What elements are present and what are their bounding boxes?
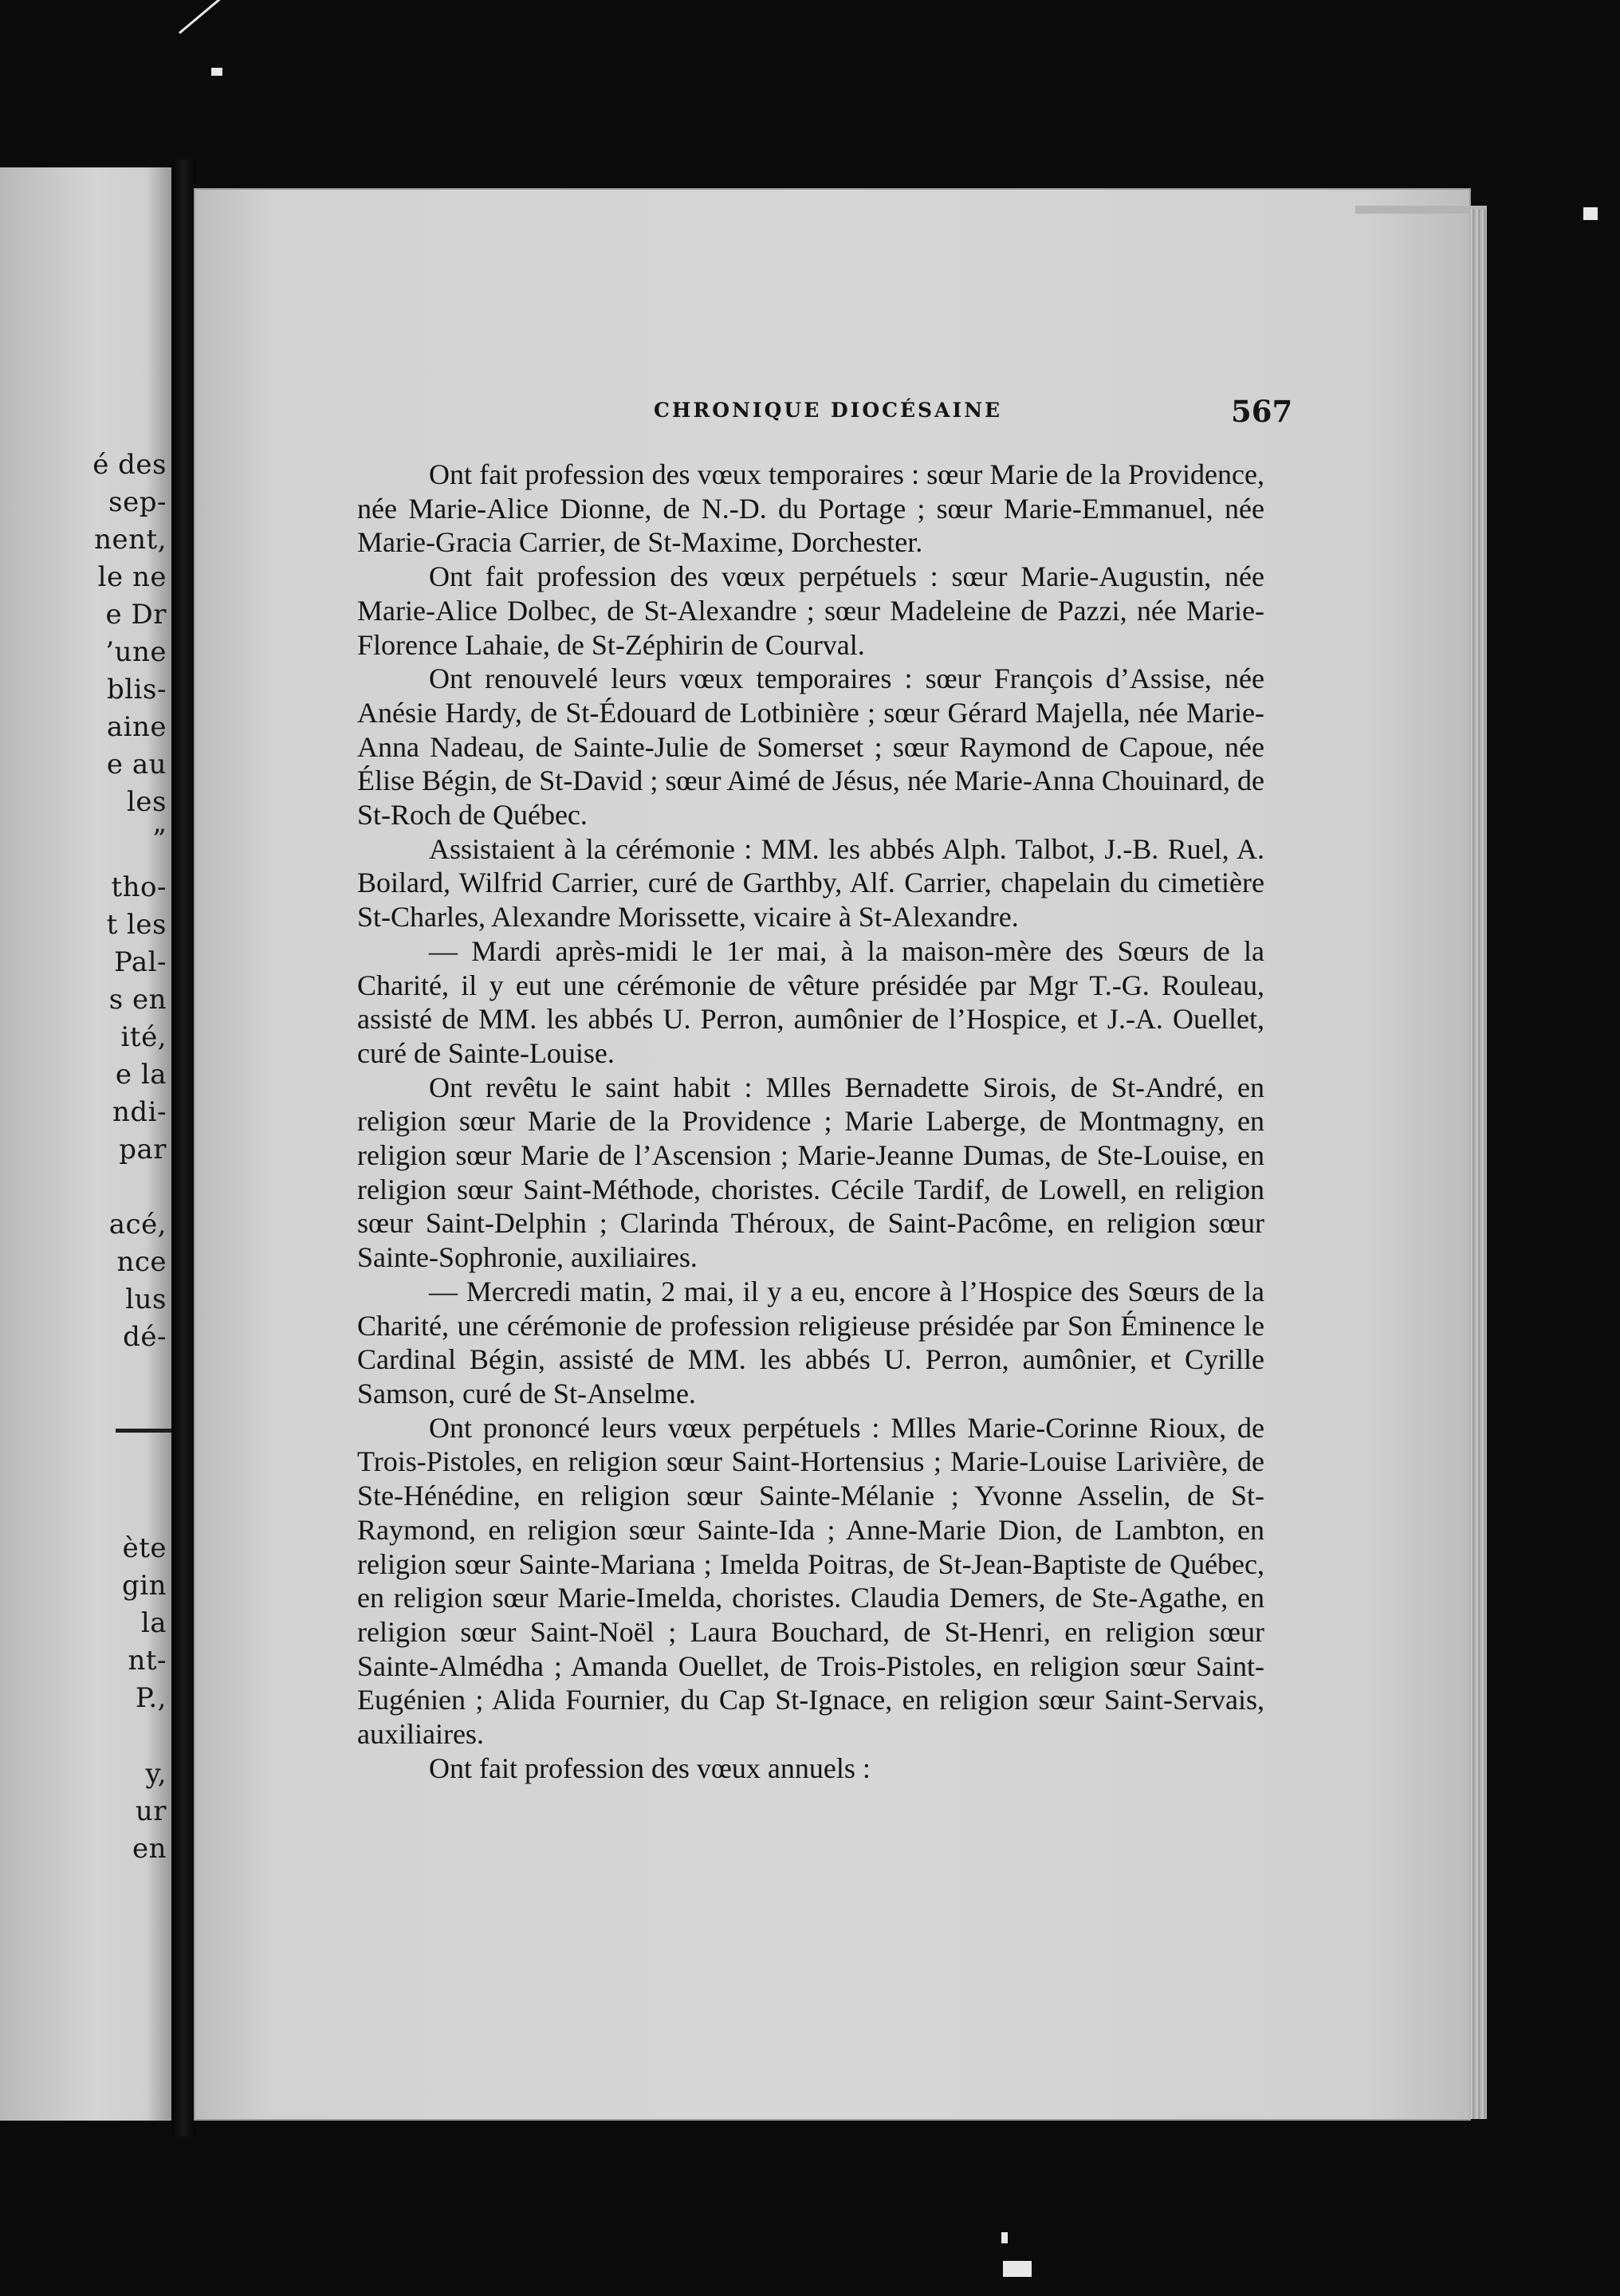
left-page-line: e la: [115, 1059, 167, 1091]
previous-page-fragment: [0, 167, 171, 2121]
film-scratch: [179, 0, 254, 34]
paragraph: Ont fait profession des vœux annuels :: [429, 1751, 871, 1784]
left-page-line: blis-: [107, 674, 167, 706]
left-page-line: acé,: [108, 1209, 167, 1240]
left-page-line: nent,: [94, 524, 167, 556]
paragraph: Ont renouvelé leurs vœux temporaires : sœur François d’Assise, née Anésie Hardy, de St-Édouard de Lotbinière ; sœur Gérard Majella, née Marie-Anna Nadeau, de Sainte-Julie de Somerset ; sœur Raymond de Capoue, née Élise Bégin, de St-David ; sœur Aimé de Jésus, née Marie-Anna Chouinard, de St-Roch de Québec.: [357, 662, 1264, 832]
left-page-line: lus: [125, 1284, 167, 1315]
left-page-line: Pal-: [114, 946, 167, 978]
left-page-line: s en: [108, 984, 167, 1016]
left-page-line: ur: [135, 1795, 167, 1827]
left-page-line: le ne: [97, 561, 167, 593]
paragraph: Assistaient à la cérémonie : MM. les abbés Alph. Talbot, J.-B. Ruel, A. Boilard, Wilfrid Carrier, curé de Garthby, Alf. Carrier, chapelain du cimetière St-Charles, Alexandre Morissette, vicaire à St-Alexandre.: [357, 832, 1264, 934]
left-page-line: les: [127, 786, 167, 818]
film-speck: [1003, 2261, 1032, 2277]
left-page-line: é des: [92, 449, 167, 481]
running-head: CHRONIQUE DIOCÉSAINE: [654, 399, 1003, 422]
left-page-line: dé-: [123, 1321, 167, 1353]
left-page-line: par: [119, 1134, 167, 1166]
film-speck: [1001, 2232, 1008, 2243]
left-page-line: P.,: [135, 1682, 167, 1714]
left-page-line: gin: [121, 1570, 167, 1602]
page-stack-edge: [1469, 209, 1487, 2119]
left-page-line: en: [132, 1833, 167, 1865]
page-stack-edge: [1355, 206, 1487, 214]
left-page-line: nt-: [128, 1645, 167, 1677]
paragraph: Ont fait profession des vœux perpétuels : sœur Marie-Augustin, née Marie-Alice Dolbec, de St-Alexandre ; sœur Madeleine de Pazzi, née Marie-Florence Lahaie, de St-Zéphirin de Courval.: [357, 560, 1264, 661]
left-page-line: sep-: [108, 486, 167, 518]
left-page-line: nce: [116, 1246, 167, 1278]
left-page-line: la: [140, 1607, 167, 1639]
page-number: 567: [1231, 394, 1293, 429]
paragraph: Ont fait profession des vœux temporaires : sœur Marie de la Providence, née Marie-Alice Dionne, de N.-D. du Portage ; sœur Marie-Emmanuel, née Marie-Gracia Carrier, de St-Maxime, Dorchester.: [357, 458, 1264, 559]
left-page-rule: [116, 1429, 171, 1433]
left-page-line: e Dr: [105, 599, 167, 631]
left-page-line: y,: [145, 1758, 167, 1790]
paragraph: — Mercredi matin, 2 mai, il y a eu, encore à l’Hospice des Sœurs de la Charité, une cérémonie de profession religieuse présidée par Son Éminence le Cardinal Bégin, assisté de MM. les abbés U. Perron, aumônier, et Cyrille Samson, curé de St-Anselme.: [357, 1275, 1264, 1409]
paragraph: — Mardi après-midi le 1er mai, à la maison-mère des Sœurs de la Charité, il y eut une cérémonie de vêture présidée par Mgr T.-G. Rouleau, assisté de MM. les abbés U. Perron, aumônier de l’Hospice, et J.-A. Ouellet, curé de Sainte-Louise.: [357, 934, 1264, 1069]
film-speck: [211, 68, 222, 76]
left-page-line: tho-: [111, 871, 167, 903]
body-text: [357, 458, 1264, 1785]
left-page-line: ité,: [120, 1021, 167, 1053]
left-page-line: t les: [106, 909, 167, 941]
left-page-line: aine: [106, 711, 167, 743]
left-page-line: ète: [122, 1532, 167, 1564]
paragraph: Ont revêtu le saint habit : Mlles Bernadette Sirois, de St-André, en religion sœur Marie de la Providence ; Marie Laberge, de Montmagny, en religion sœur Marie de l’Ascension ; Marie-Jeanne Dumas, de Ste-Louise, en religion sœur Saint-Méthode, choristes. Cécile Tardif, de Lowell, en religion sœur Saint-Delphin ; Clarinda Théroux, de Saint-Pacôme, en religion sœur Sainte-Sophronie, auxiliaires.: [357, 1071, 1264, 1274]
left-page-line: ”: [152, 824, 167, 855]
left-page-line: e au: [106, 749, 167, 780]
left-page-line: ’une: [105, 636, 167, 668]
book-gutter: [171, 159, 195, 2137]
film-speck: [1583, 207, 1598, 220]
paragraph: Ont prononcé leurs vœux perpétuels : Mlles Marie-Corinne Rioux, de Trois-Pistoles, en religion sœur Saint-Hortensius ; Marie-Louise Larivière, de Ste-Hénédine, en religion sœur Sainte-Mélanie ; Yvonne Asselin, de St-Raymond, en religion sœur Sainte-Ida ; Anne-Marie Dion, de Lambton, en religion sœur Sainte-Mariana ; Imelda Poitras, de St-Jean-Baptiste de Québec, en religion sœur Marie-Imelda, choristes. Claudia Demers, de Ste-Agathe, en religion sœur Saint-Noël ; Laura Bouchard, de St-Henri, en religion sœur Sainte-Almédha ; Amanda Ouellet, de Trois-Pistoles, en religion sœur Saint-Eugénien ; Alida Fournier, du Cap St-Ignace, en religion sœur Saint-Servais, auxiliaires.: [357, 1411, 1264, 1751]
left-page-line: ndi-: [112, 1096, 167, 1128]
